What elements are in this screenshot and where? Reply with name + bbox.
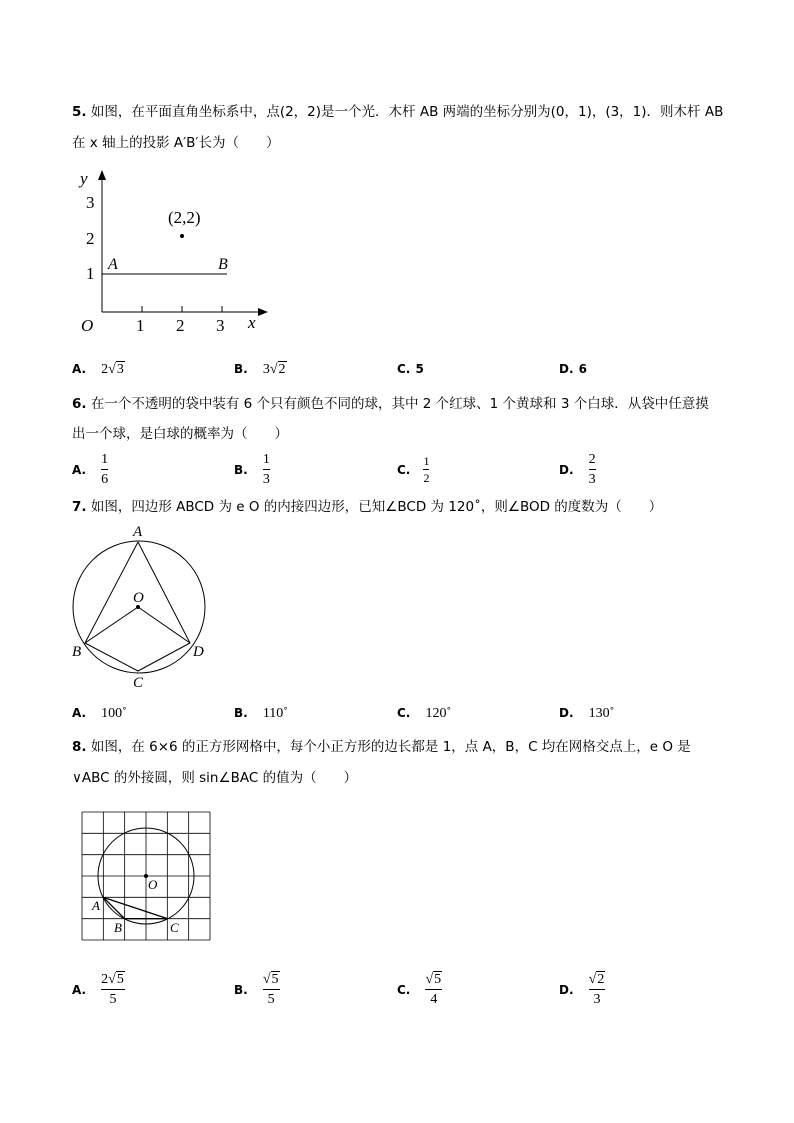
q8-option-d[interactable] xyxy=(559,972,605,1007)
option-letter: B. xyxy=(234,362,248,376)
triangle-abc xyxy=(103,897,167,918)
option-fraction: $\frac{1}{6}$ xyxy=(101,452,109,487)
label-b: B xyxy=(72,644,82,660)
q5-option-b[interactable]: B. 3√2 xyxy=(234,362,286,377)
option-letter: B. xyxy=(234,983,248,997)
y-axis-label: y xyxy=(80,169,88,188)
label-c: C xyxy=(133,675,144,691)
y-tick-2: 2 xyxy=(86,229,95,248)
label-a: A xyxy=(108,256,118,273)
option-letter: B. xyxy=(234,463,248,477)
q6-text-line1: 在一个不透明的袋中装有 6 个只有颜色不同的球，其中 2 个红球、1 个黄球和 3 个白球．从袋中任意摸 xyxy=(90,396,709,412)
x-tick-3: 3 xyxy=(216,316,225,335)
q7-text-line1: 如图，四边形 ABCD 为 e O 的内接四边形，已知∠BCD 为 120˚，则∠BOD 的度数为（ ） xyxy=(90,499,663,515)
q7-option-c[interactable] xyxy=(397,702,451,722)
q5-line1 xyxy=(72,102,723,122)
q6-number: 6. xyxy=(72,396,87,412)
option-value: 110˚ xyxy=(262,706,288,721)
option-letter: C. xyxy=(397,463,411,477)
q7-line1 xyxy=(72,497,662,517)
q5-option-c[interactable] xyxy=(397,358,424,377)
q6-text-line2: 出一个球，是白球的概率为（ ） xyxy=(72,426,288,442)
point-label: (2,2) xyxy=(168,208,201,227)
option-value: 130˚ xyxy=(588,706,615,721)
option-letter: A. xyxy=(72,706,87,720)
q8-grid-figure xyxy=(80,810,214,944)
x-axis-arrow-icon xyxy=(258,308,268,316)
q6-option-a[interactable] xyxy=(72,452,108,487)
option-coef: 3 xyxy=(262,362,270,377)
label-b: B xyxy=(114,920,122,935)
option-letter: A. xyxy=(72,983,87,997)
q8-option-b[interactable] xyxy=(234,972,280,1007)
option-letter: C. xyxy=(397,362,411,376)
option-fraction: $\frac{2}{3}$ xyxy=(588,452,596,487)
option-fraction: $\frac{√5}{4}$ xyxy=(425,972,442,1007)
q5-option-a[interactable]: A. 2√3 xyxy=(72,362,124,377)
q5-coordinate-figure xyxy=(72,160,282,340)
option-letter: D. xyxy=(559,983,574,997)
segment-od xyxy=(138,607,190,643)
q6-option-c[interactable] xyxy=(397,455,429,484)
q7-number: 7. xyxy=(72,499,87,515)
option-radicand: 3 xyxy=(116,362,124,377)
q7-circle-figure xyxy=(66,520,216,695)
origin-label: O xyxy=(81,316,94,335)
q7-option-a[interactable] xyxy=(72,702,127,722)
option-letter: C. xyxy=(397,706,411,720)
option-fraction: $\frac{√5}{5}$ xyxy=(262,972,279,1007)
x-tick-2: 2 xyxy=(176,316,185,335)
option-radicand: 2 xyxy=(278,362,286,377)
q6-option-d[interactable] xyxy=(559,452,596,487)
x-axis-label: x xyxy=(248,313,256,332)
option-letter: D. xyxy=(559,706,574,720)
label-o: O xyxy=(133,590,144,606)
option-value: 100˚ xyxy=(101,706,127,721)
q5-option-d[interactable] xyxy=(559,358,587,377)
light-point xyxy=(180,234,184,238)
x-tick-1: 1 xyxy=(136,316,145,335)
q5-text-line1: 如图，在平面直角坐标系中，点(2，2)是一个光．木杆 AB 两端的坐标分别为(0，1)，(3，1)．则木杆 AB xyxy=(90,104,724,120)
q8-option-c[interactable] xyxy=(397,972,442,1007)
option-letter: A. xyxy=(72,362,87,376)
label-b: B xyxy=(218,256,228,273)
q5-text-line2: 在 x 轴上的投影 A′B′长为（ ） xyxy=(72,135,280,151)
q8-number: 8. xyxy=(72,739,87,755)
q7-option-d[interactable] xyxy=(559,702,614,722)
option-letter: A. xyxy=(72,463,87,477)
y-tick-3: 3 xyxy=(86,193,95,212)
q7-option-b[interactable] xyxy=(234,702,288,722)
option-fraction: $\frac{1}{3}$ xyxy=(262,452,270,487)
label-d: D xyxy=(193,644,204,660)
option-letter: D. xyxy=(559,362,574,376)
option-letter: D. xyxy=(559,463,574,477)
option-letter: C. xyxy=(397,983,411,997)
q6-option-b[interactable] xyxy=(234,452,270,487)
label-a: A xyxy=(92,898,100,913)
option-coef: 2 xyxy=(101,362,109,377)
option-value: 6 xyxy=(578,362,587,376)
q5-number: 5. xyxy=(72,104,87,120)
option-letter: B. xyxy=(234,706,248,720)
q8-text-line1: 如图，在 6×6 的正方形网格中，每个小正方形的边长都是 1，点 A，B，C 均在网格交点上，e O 是 xyxy=(90,739,691,755)
option-fraction: $\frac{2√5}{5}$ xyxy=(101,972,124,1007)
q8-line1 xyxy=(72,737,691,757)
y-axis-arrow-icon xyxy=(98,170,106,180)
option-fraction: $\frac{1}{2}$ xyxy=(423,454,430,485)
q8-option-a[interactable] xyxy=(72,972,125,1007)
option-value: 5 xyxy=(415,362,424,376)
label-c: C xyxy=(170,920,179,935)
label-a: A xyxy=(133,524,143,540)
y-tick-1: 1 xyxy=(86,264,95,283)
label-o: O xyxy=(148,877,158,892)
q8-text-line2: ∨ABC 的外接圆，则 sin∠BAC 的值为（ ） xyxy=(72,770,358,786)
segment-ob xyxy=(85,607,138,643)
option-value: 120˚ xyxy=(425,706,452,721)
q6-line1 xyxy=(72,394,709,414)
option-fraction: $\frac{√2}{3}$ xyxy=(588,972,605,1007)
